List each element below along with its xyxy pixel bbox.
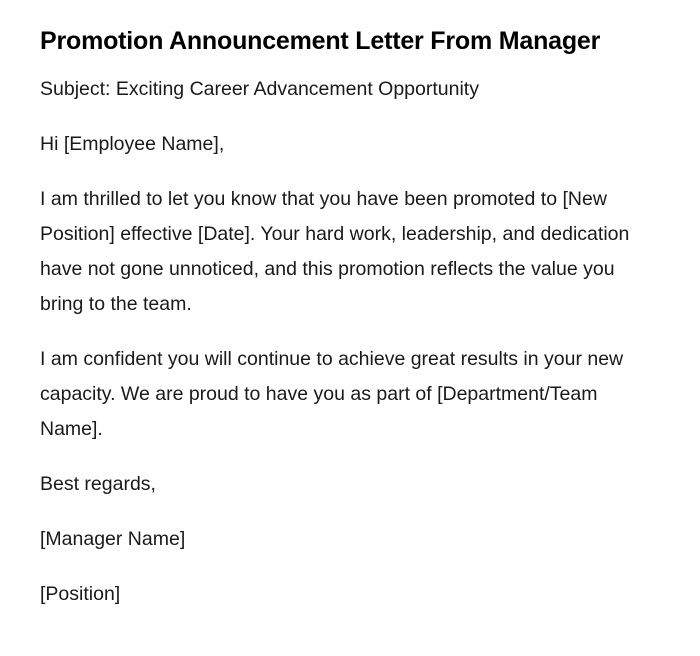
letter-signature-name: [Manager Name] <box>40 528 186 550</box>
letter-greeting: Hi [Employee Name], <box>40 133 225 155</box>
letter-title: Promotion Announcement Letter From Manager <box>40 27 601 55</box>
letter-body-paragraph-1: I am thrilled to let you know that you have been promoted to [New Position] effective [Date]. Your hard work, leadership, and dedication have not gone unnoticed, and this promotion reflects the value you bring to the team. <box>40 188 630 315</box>
letter-signature-position: [Position] <box>40 583 121 605</box>
letter-closing: Best regards, <box>40 473 156 495</box>
letter-body-paragraph-2: I am confident you will continue to achieve great results in your new capacity. We are proud to have you as part of [Department/Team Name]. <box>40 348 624 440</box>
letter-subject: Subject: Exciting Career Advancement Opportunity <box>40 78 479 100</box>
